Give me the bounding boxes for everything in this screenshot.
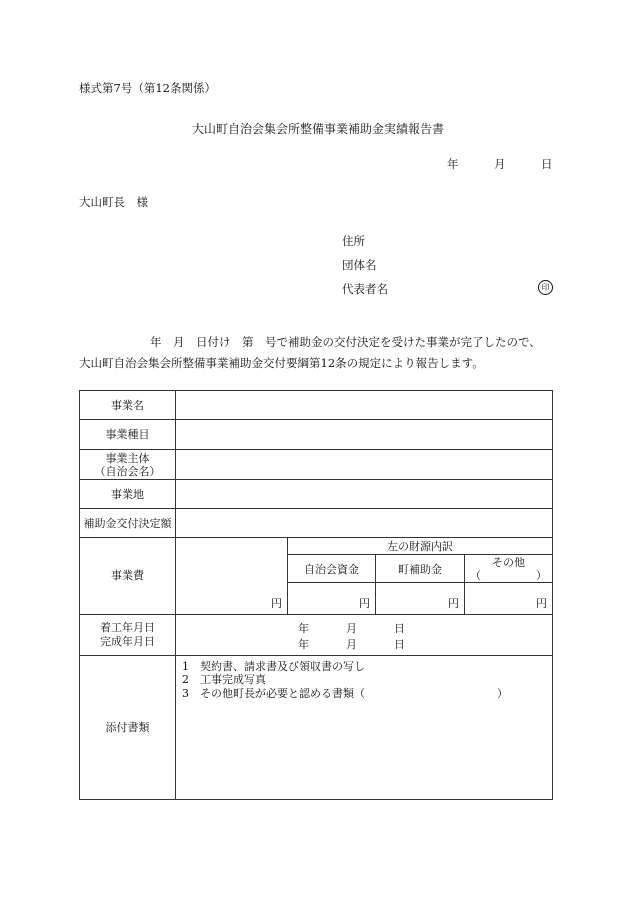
- other-funds-header: [465, 555, 553, 583]
- project-body-field[interactable]: [176, 450, 553, 480]
- document-title: 大山町自治会集会所整備事業補助金実績報告書: [192, 122, 445, 136]
- project-cost-total-field[interactable]: [176, 538, 288, 615]
- form-number: 様式第7号（第12条関係）: [79, 81, 216, 95]
- other-funds-header-line-2: （ ）: [470, 568, 547, 582]
- project-type-label: 事業種目: [80, 420, 176, 450]
- neighborhood-funds-header: 自治会資金: [288, 555, 376, 583]
- dates-label: [80, 614, 176, 655]
- attachment-item-3: 3 その他町長が必要と認める書類（ ）: [182, 686, 508, 700]
- representative-label: 代表者名: [342, 282, 388, 296]
- addressee: 大山町長 様: [79, 195, 148, 209]
- yen-unit: 円: [271, 596, 282, 610]
- start-date-year: 年: [298, 621, 309, 635]
- project-name-field[interactable]: [176, 391, 553, 420]
- address-label: 住所: [342, 234, 365, 248]
- start-date-label: 着工年月日: [100, 620, 155, 634]
- attachments-list: [176, 655, 553, 799]
- completion-date-year: 年: [298, 637, 309, 651]
- other-funds-field[interactable]: [465, 584, 553, 614]
- table-row: [80, 450, 553, 480]
- start-date-day: 日: [394, 621, 405, 635]
- attachments-label: 添付書類: [80, 655, 176, 799]
- town-grant-field[interactable]: [376, 583, 465, 615]
- project-cost-label: 事業費: [80, 538, 176, 615]
- completion-date-month: 月: [346, 637, 357, 651]
- yen-unit: 円: [536, 596, 547, 610]
- seal-mark: 印: [538, 280, 553, 295]
- completion-date-label: 完成年月日: [100, 634, 155, 648]
- project-name-label: 事業名: [80, 391, 176, 420]
- date-year: 年: [447, 157, 459, 171]
- body-text-line-1: 年 月 日付け 第 号で補助金の交付決定を受けた事業が完了したので、: [150, 335, 541, 349]
- attachment-item-1: 1 契約書、請求書及び領収書の写し: [182, 659, 365, 673]
- project-site-field[interactable]: [176, 480, 553, 509]
- town-grant-header: 町補助金: [376, 555, 465, 583]
- project-body-label-line-1: 事業主体: [105, 451, 150, 465]
- table-row: [80, 655, 553, 799]
- breakdown-header: 左の財源内訳: [288, 538, 553, 555]
- project-body-label-line-2: （自治会名）: [94, 464, 161, 478]
- project-body-label: [80, 450, 176, 480]
- date-day: 日: [541, 157, 553, 171]
- yen-unit: 円: [448, 596, 459, 610]
- group-name-label: 団体名: [342, 258, 377, 272]
- neighborhood-funds-field[interactable]: [288, 583, 376, 615]
- body-text-line-2: 大山町自治会集会所整備事業補助金交付要綱第12条の規定により報告します。: [79, 356, 484, 370]
- project-type-field[interactable]: [176, 420, 553, 450]
- other-funds-header-line-1: その他: [492, 555, 525, 569]
- grant-amount-label: 補助金交付決定額: [80, 509, 176, 538]
- yen-unit: 円: [359, 596, 370, 610]
- table-row: [80, 509, 553, 538]
- start-date-month: 月: [346, 621, 357, 635]
- table-row: [80, 420, 553, 450]
- dates-field[interactable]: [176, 614, 553, 655]
- attachment-item-2: 2 工事完成写真: [182, 673, 266, 686]
- table-row: [80, 538, 553, 555]
- report-table: [79, 390, 553, 800]
- completion-date-day: 日: [394, 637, 405, 651]
- table-row: [80, 391, 553, 420]
- date-month: 月: [494, 157, 506, 171]
- grant-amount-field[interactable]: [176, 509, 553, 538]
- project-site-label: 事業地: [80, 480, 176, 509]
- table-row: [80, 614, 553, 655]
- table-row: [80, 480, 553, 509]
